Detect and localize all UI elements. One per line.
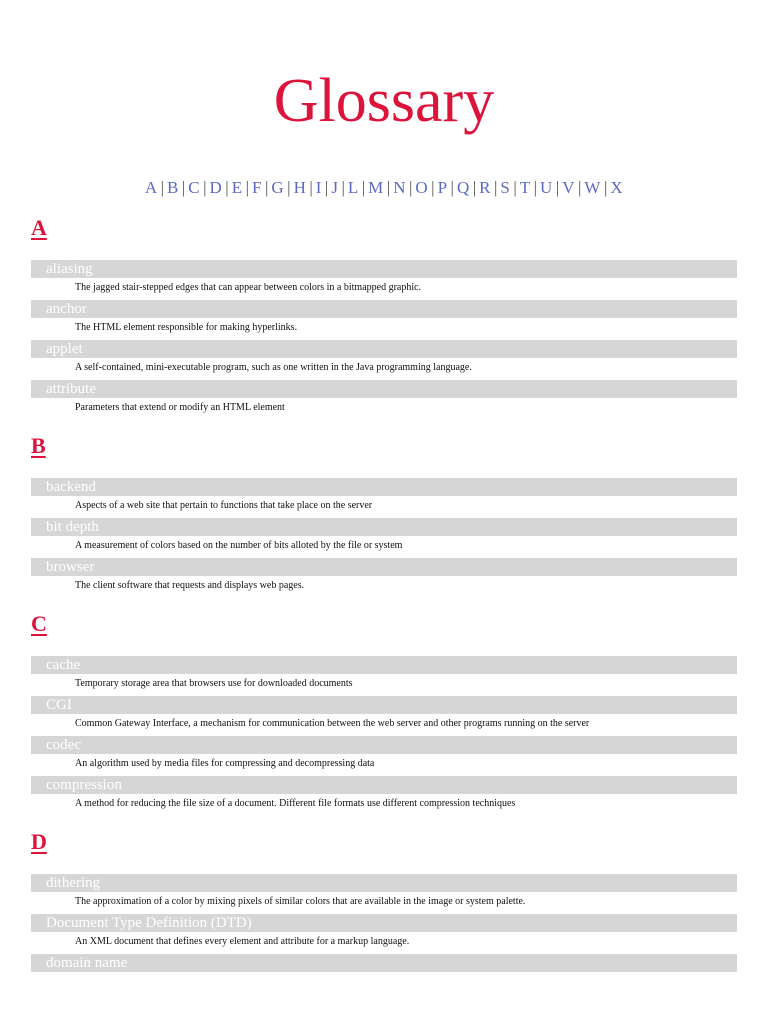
alphabet-link-t[interactable]: T xyxy=(519,178,531,197)
glossary-term: bit depth xyxy=(31,518,737,536)
alphabet-separator: | xyxy=(361,178,366,197)
alphabet-separator: | xyxy=(160,178,165,197)
alphabet-link-s[interactable]: S xyxy=(500,178,511,197)
section-d xyxy=(31,828,737,972)
alphabet-index xyxy=(0,177,768,199)
alphabet-link-b[interactable]: B xyxy=(167,178,179,197)
section-b xyxy=(31,432,737,610)
glossary-term: browser xyxy=(31,558,737,576)
glossary-term: CGI xyxy=(31,696,737,714)
glossary-definition: A measurement of colors based on the number of bits alloted by the file or system xyxy=(75,540,403,551)
glossary-definition: Temporary storage area that browsers use for downloaded documents xyxy=(75,678,353,689)
alphabet-separator: | xyxy=(431,178,435,197)
alphabet-separator: | xyxy=(324,178,329,197)
glossary-term: attribute xyxy=(31,380,737,398)
alphabet-separator: | xyxy=(203,178,207,197)
alphabet-separator: | xyxy=(245,178,249,197)
alphabet-separator: | xyxy=(493,178,498,197)
glossary-definition: The jagged stair-stepped edges that can appear between colors in a bitmapped graphic. xyxy=(75,282,422,293)
alphabet-link-u[interactable]: U xyxy=(540,178,553,197)
alphabet-link-d[interactable]: D xyxy=(209,178,223,197)
section-c xyxy=(31,610,737,828)
alphabet-separator: | xyxy=(309,178,313,197)
glossary-definition: An XML document that defines every element and attribute for a markup language. xyxy=(75,936,410,947)
section-letter-heading: B xyxy=(31,433,46,458)
alphabet-separator: | xyxy=(603,178,608,197)
glossary-definition: Aspects of a web site that pertain to functions that take place on the server xyxy=(75,500,373,511)
alphabet-link-p[interactable]: P xyxy=(437,178,448,197)
alphabet-link-l[interactable]: L xyxy=(347,178,359,197)
alphabet-link-a[interactable]: A xyxy=(144,178,158,197)
alphabet-separator: | xyxy=(578,178,582,197)
alphabet-link-w[interactable]: W xyxy=(584,178,601,197)
glossary-definition: A self-contained, mini-executable program, such as one written in the Java programming language. xyxy=(75,362,472,373)
alphabet-separator: | xyxy=(225,178,229,197)
glossary-definition: Common Gateway Interface, a mechanism for communication between the web server and other programs running on the server xyxy=(75,718,590,729)
section-letter-heading: A xyxy=(31,215,47,240)
alphabet-link-q[interactable]: Q xyxy=(456,178,470,197)
alphabet-separator: | xyxy=(181,178,186,197)
glossary-term: backend xyxy=(31,478,737,496)
alphabet-link-o[interactable]: O xyxy=(415,178,429,197)
alphabet-separator: | xyxy=(287,178,291,197)
glossary-definition: The HTML element responsible for making hyperlinks. xyxy=(75,322,298,333)
glossary-term: aliasing xyxy=(31,260,737,278)
alphabet-link-r[interactable]: R xyxy=(479,178,491,197)
alphabet-separator: | xyxy=(555,178,560,197)
alphabet-separator: | xyxy=(450,178,454,197)
alphabet-link-j[interactable]: J xyxy=(331,178,339,197)
alphabet-link-x[interactable]: X xyxy=(610,178,624,197)
section-letter-heading: D xyxy=(31,829,47,854)
glossary-term: compression xyxy=(31,776,737,794)
alphabet-separator: | xyxy=(341,178,345,197)
alphabet-separator: | xyxy=(513,178,517,197)
alphabet-separator: | xyxy=(472,178,477,197)
alphabet-link-i[interactable]: I xyxy=(315,178,322,197)
glossary-term: codec xyxy=(31,736,737,754)
alphabet-link-f[interactable]: F xyxy=(252,178,262,197)
alphabet-link-h[interactable]: H xyxy=(293,178,307,197)
alphabet-separator: | xyxy=(533,178,538,197)
glossary-definition: The approximation of a color by mixing pixels of similar colors that are available in the image or system palette. xyxy=(75,896,526,907)
glossary-term: dithering xyxy=(31,874,737,892)
glossary-definition: A method for reducing the file size of a document. Different file formats use different compression techniques xyxy=(75,798,516,809)
alphabet-link-m[interactable]: M xyxy=(368,178,384,197)
section-a xyxy=(31,214,737,432)
glossary-term: domain name xyxy=(31,954,737,972)
alphabet-separator: | xyxy=(264,178,269,197)
glossary-term: applet xyxy=(31,340,737,358)
glossary-definition: An algorithm used by media files for compressing and decompressing data xyxy=(75,758,375,769)
alphabet-separator: | xyxy=(386,178,391,197)
alphabet-link-n[interactable]: N xyxy=(393,178,406,197)
glossary-term: Document Type Definition (DTD) xyxy=(31,914,737,932)
alphabet-link-g[interactable]: G xyxy=(271,178,285,197)
glossary-term: cache xyxy=(31,656,737,674)
glossary-definition: Parameters that extend or modify an HTML element xyxy=(75,402,285,413)
glossary-term: anchor xyxy=(31,300,737,318)
alphabet-link-v[interactable]: V xyxy=(562,178,576,197)
alphabet-link-e[interactable]: E xyxy=(231,178,243,197)
glossary-definition: The client software that requests and displays web pages. xyxy=(75,580,305,591)
alphabet-separator: | xyxy=(408,178,413,197)
page-title: Glossary xyxy=(273,67,495,135)
glossary-content xyxy=(31,214,737,972)
section-letter-heading: C xyxy=(31,611,47,636)
alphabet-link-c[interactable]: C xyxy=(188,178,201,197)
